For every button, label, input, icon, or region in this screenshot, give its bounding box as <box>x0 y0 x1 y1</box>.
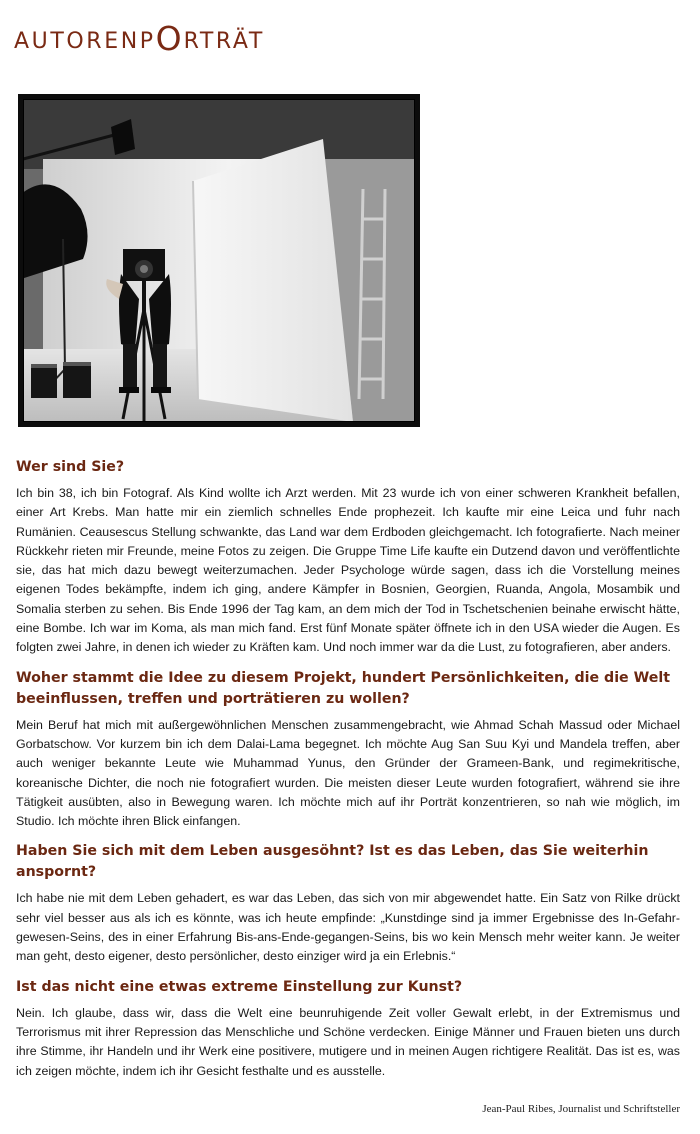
logo-big-letter: O <box>155 19 184 58</box>
question-heading: Haben Sie sich mit dem Leben ausgesöhnt? Ist es das Leben, das Sie weiterhin anspornt? <box>16 843 649 881</box>
studio-photo-image <box>23 99 415 422</box>
answer-paragraph: Ich bin 38, ich bin Fotograf. Als Kind wollte ich Arzt werden. Mit 23 wurde ich von einer schweren Krankheit befallen, einer Art Krebs. Man hatte mir ein ziemlich schnelles Ende prophezeit. Ich kaufte mir eine Leica und fuhr nach Rumänien. Ceausescus Stellung schwankte, das Land war dem Erdboden gleichgemacht. Ich fotografierte. Nach meiner Rückkehr rieten mir Freunde, meine Fotos zu zeigen. Die Gruppe Time Life kaufte ein Dutzend davon und veröffentlichte sie, das hat mich dazu bewegt weiterzumachen. Jeder Psychologe würde sagen, dass ich die Vorstellung meines eigenen Todes bekämpfte, indem ich ging, andere Kämpfer in Bosnien, Georgien, Ruanda, Angola, Mosambik und Somalia sterben zu sehen. Bis Ende 1996 der Tag kam, an dem mich der Tod in Tschetschenien beinahe erwischt hätte, eine Bombe. Ich war im Koma, als man mich fand. Erst fünf Monate später öffnete ich in den USA wieder die Augen. Es folgten zwei Jahre, in denen ich wieder zu Kräften kam. Und noch immer war da die Lust, zu fotografieren, aber anders. <box>16 486 680 655</box>
answer-paragraph: Nein. Ich glaube, dass wir, dass die Welt eine beunruhigende Zeit voller Gewalt erlebt, in der Extremismus und Terrorismus mit ihrer Repression das Menschliche und Schöne verdecken. Einige Männer und Frauen bieten uns durch ihre Stimme, ihr Handeln und ihr Werk eine positivere, mutigere und in meinen Augen richtigere Realität. Das ist es, was ich zeigen möchte, indem ich ihr Gesicht festhalte und es ausstelle. <box>16 1005 680 1078</box>
portrait-photo <box>18 94 420 427</box>
question-heading: Woher stammt die Idee zu diesem Projekt, hundert Persönlichkeiten, die die Welt beeinflussen, treffen und porträtieren zu wollen? <box>16 669 671 707</box>
question-heading: Ist das nicht eine etwas extreme Einstellung zur Kunst? <box>16 978 463 995</box>
answer-paragraph: Ich habe nie mit dem Leben gehadert, es war das Leben, das sich von mir abgewendet hatte. Ein Satz von Rilke drückt sehr viel besser aus als ich es könnte, was ich heute empfinde: „Kunstdinge sind ja immer Ergebnisse des In-Gefahr-gewesen-Seins, des in einer Erfahrung Bis-ans-Ende-gegangen-Seins, bis wo kein Mensch mehr weiter kann. Je weiter man geht, desto eigener, desto persönlicher, desto einziger wird ja ein Erlebnis.“ <box>16 891 680 964</box>
question-heading: Wer sind Sie? <box>16 459 125 475</box>
site-logo <box>14 19 265 58</box>
interview-content <box>16 457 680 1091</box>
author-signature: Jean-Paul Ribes, Journalist und Schriftsteller <box>482 1103 680 1115</box>
answer-paragraph: Mein Beruf hat mich mit außergewöhnlichen Menschen zusammengebracht, wie Ahmad Schah Massud oder Michael Gorbatschow. Vor kurzem bin ich dem Dalai-Lama begegnet. Ich möchte Aug San Suu Kyi und Mandela treffen, aber auch weniger bekannte Leute wie Muhammad Yunus, den Gründer der Grameen-Bank, und regimekritische, koreanische Dichter, die noch nie fotografiert wurden. Die meisten dieser Leute wurden fotografiert, während sie ihre Tätigkeit ausübten, also in Bewegung waren. Ich möchte mich auf ihr Porträt konzentrieren, so nah wie möglich, im Studio. Ich möchte ihren Blick einfangen. <box>16 717 680 829</box>
logo-text-1: AUTORENP <box>14 29 156 54</box>
logo-text-2: RTRÄT <box>183 29 265 54</box>
